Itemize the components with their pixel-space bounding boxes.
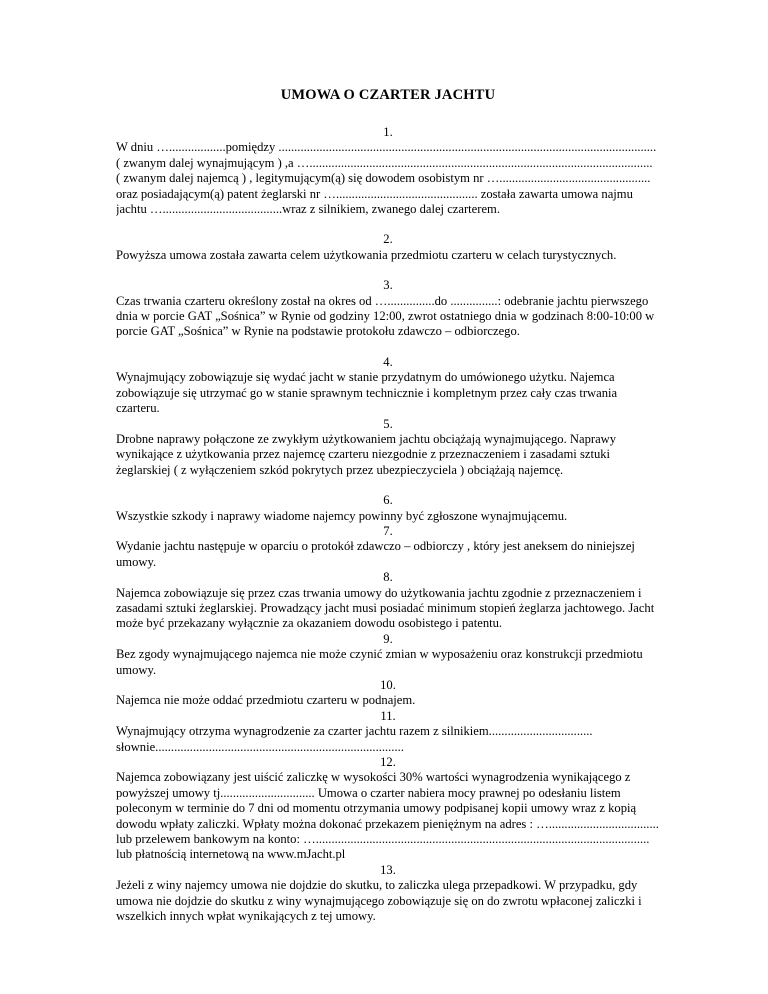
- section-line: jachtu …......................................wraz z silnikiem, zwanego dalej czarterem.: [116, 202, 500, 217]
- section-number: 3.: [383, 278, 393, 293]
- section-line: Wynajmujący otrzyma wynagrodzenie za czarter jachtu razem z silnikiem.................................: [116, 724, 593, 739]
- section-line: wynikające z użytkowania przez najemcę czarteru niezgodnie z przeznaczeniem i zasadami sztuki: [116, 447, 611, 462]
- section-line: Drobne naprawy połączone ze zwykłym użytkowaniem jachtu obciążają wynajmującego. Naprawy: [116, 431, 617, 446]
- section-line: umowy.: [116, 554, 157, 569]
- section-line: umowy.: [116, 662, 157, 677]
- section-line: porcie GAT „Sośnica” w Rynie na podstawie protokołu zdawczo – odbiorczego.: [116, 324, 520, 339]
- section-line: dnia w porcie GAT „Sośnica” w Rynie od godziny 12:00, zwrot ostatniego dnia w godzinach 8:00-10:00 w: [116, 309, 655, 324]
- section-number: 7.: [383, 523, 393, 538]
- section-line: czarteru.: [116, 401, 160, 416]
- section-number: 13.: [380, 862, 396, 877]
- section-8: [116, 570, 660, 632]
- section-5: [116, 417, 660, 479]
- section-line: W dniu …..................pomiędzy ........................................................................................................................: [116, 140, 657, 155]
- section-line: poleconym w terminie do 7 dni od momentu otrzymania umowy podpisanej kopii umowy wraz z kopią: [116, 801, 637, 816]
- section-2: [116, 232, 660, 263]
- section-line: Najemca nie może oddać przedmiotu czarteru w podnajem.: [116, 693, 416, 708]
- section-line: może być przekazany wyłącznie za okazaniem dowodu osobistego i patentu.: [116, 616, 503, 631]
- section-13: [116, 863, 660, 925]
- section-line: Czas trwania czarteru określony został na okres od …...............do ...............: odebranie jachtu pierwszego: [116, 293, 649, 308]
- section-9: [116, 632, 660, 678]
- section-line: wszelkich innych wpłat wynikających z tej umowy.: [116, 909, 376, 924]
- section-line: Wydanie jachtu następuje w oparciu o protokół zdawczo – odbiorczy , który jest aneksem do niniejszej: [116, 539, 635, 554]
- section-10: [116, 678, 660, 709]
- section-line: lub płatnością internetową na www.mJacht.pl: [116, 847, 346, 862]
- section-number: 2.: [383, 232, 393, 247]
- section-line: zasadami sztuki żeglarskiej. Prowadzący jacht musi posiadać minimum stopień żeglarza jachtowego. Jacht: [116, 600, 655, 615]
- section-line: Wynajmujący zobowiązuje się wydać jacht w stanie przydatnym do umówionego użytku. Najemca: [116, 370, 615, 385]
- section-line: Jeżeli z winy najemcy umowa nie dojdzie do skutku, to zaliczka ulega przepadkowi. W przypadku, gdy: [116, 878, 638, 893]
- section-4: [116, 355, 660, 417]
- section-number: 4.: [383, 354, 393, 369]
- section-number: 11.: [380, 708, 396, 723]
- section-6: [116, 493, 660, 524]
- section-line: powyższej umowy tj.............................. Umowa o czarter nabiera mocy prawnej po odesłaniu listem: [116, 785, 621, 800]
- section-number: 6.: [383, 493, 393, 508]
- section-line: ( zwanym dalej wynajmującym ) ,a ….............................................................................................................: [116, 155, 653, 170]
- sections-container: [116, 125, 660, 925]
- section-line: Powyższa umowa została zawarta celem użytkowania przedmiotu czarteru w celach turystycznych.: [116, 247, 617, 262]
- section-line: żeglarskiej ( z wyłączeniem szkód pokrytych przez ubezpieczyciela ) obciążają najemcę.: [116, 462, 564, 477]
- section-line: Wszystkie szkody i naprawy wiadome najemcy powinny być zgłoszone wynajmującemu.: [116, 508, 568, 523]
- section-line: oraz posiadającym(ą) patent żeglarski nr …............................................. została zawarta umowa najmu: [116, 186, 633, 201]
- section-number: 8.: [383, 570, 393, 585]
- section-number: 12.: [380, 755, 396, 770]
- section-line: Najemca zobowiązany jest uiścić zaliczkę w wysokości 30% wartości wynagrodzenia wynikającego z: [116, 770, 631, 785]
- section-line: umowa nie dojdzie do skutku z winy wynajmującego zobowiązuje się on do zwrotu wpłaconej zaliczki i: [116, 893, 642, 908]
- section-number: 10.: [380, 678, 396, 692]
- section-line: dowodu wpłaty zaliczki. Wpłaty można dokonać przekazem pieniężnym na adres : …...................................: [116, 816, 659, 831]
- section-line: Bez zgody wynajmującego najemca nie może czynić zmian w wyposażeniu oraz konstrukcji przedmiotu: [116, 647, 643, 662]
- section-3: [116, 278, 660, 340]
- section-number: 9.: [383, 631, 393, 646]
- section-line: Najemca zobowiązuje się przez czas trwania umowy do użytkowania jachtu zgodnie z przeznaczeniem i: [116, 585, 642, 600]
- document-title: UMOWA O CZARTER JACHTU: [280, 87, 496, 103]
- section-line: słownie...............................................................................: [116, 739, 404, 754]
- section-number: 5.: [383, 416, 393, 431]
- section-1: [116, 125, 660, 217]
- section-11: [116, 709, 660, 755]
- section-line: zobowiązuje się utrzymać go w stanie sprawnym technicznie i kompletnym przez cały czas trwania: [116, 385, 618, 400]
- section-7: [116, 524, 660, 570]
- section-number: 1.: [383, 125, 393, 139]
- section-line: lub przelewem bankowym na konto: …..........................................................................................................: [116, 832, 650, 847]
- section-12: [116, 755, 660, 863]
- section-line: ( zwanym dalej najemcą ) , legitymującym(ą) się dowodem osobistym nr …................................................: [116, 171, 651, 186]
